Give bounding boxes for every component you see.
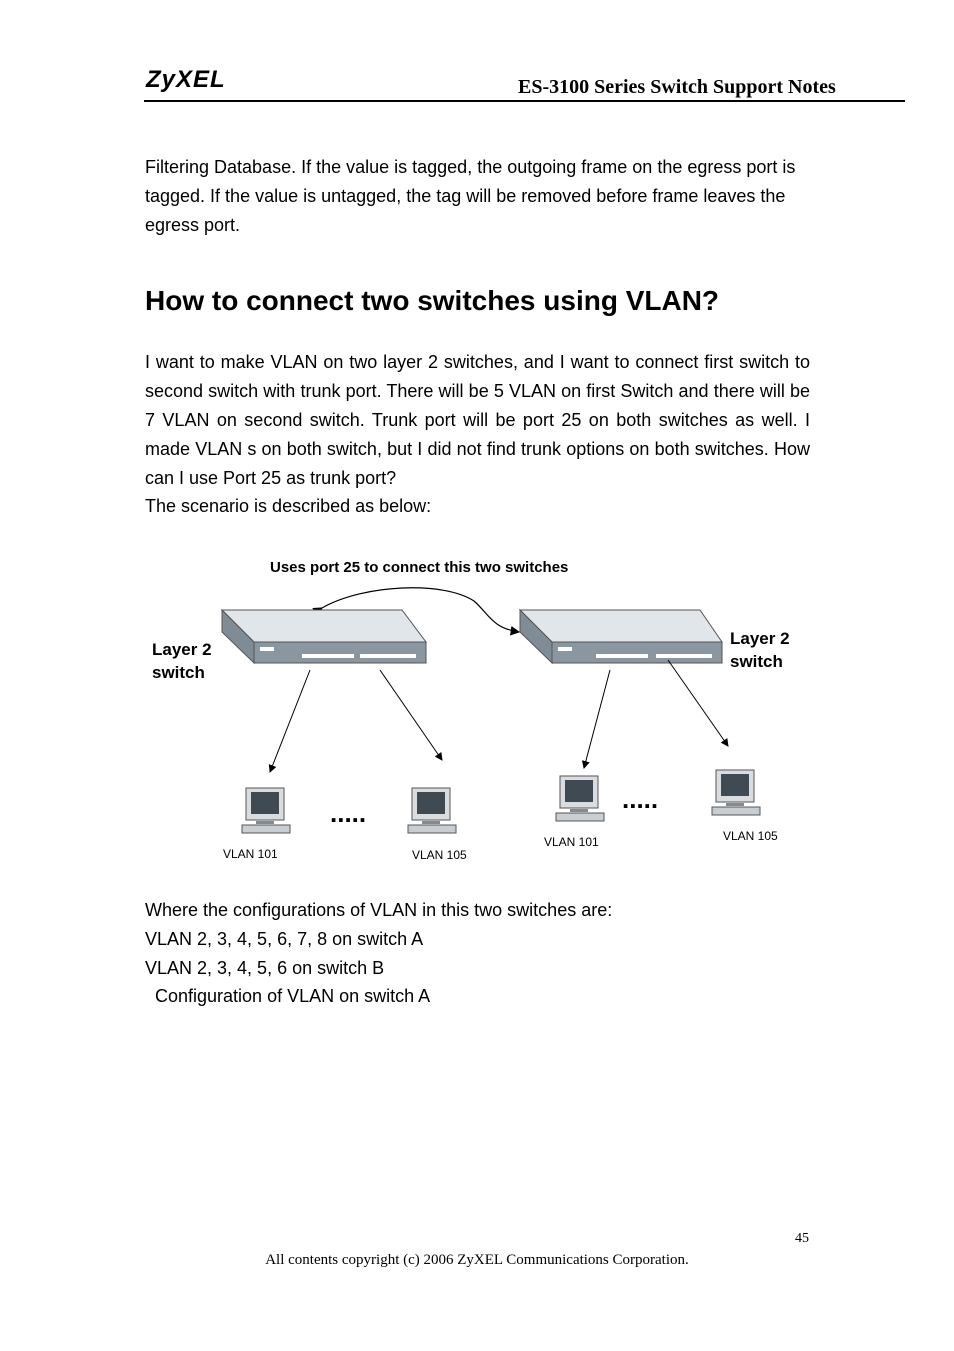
config-line: VLAN 2, 3, 4, 5, 6, 7, 8 on switch A	[145, 929, 424, 949]
left-switch-label-line1: Layer 2	[152, 640, 212, 659]
left-switch	[222, 610, 426, 663]
right-switch	[520, 610, 722, 663]
pc-icon	[408, 788, 456, 833]
left-switch-label-line2: switch	[152, 663, 205, 682]
pc-icon	[556, 776, 604, 821]
right-switch-label-line1: Layer 2	[730, 629, 790, 648]
right-switch-label-line2: switch	[730, 652, 783, 671]
ellipsis-dots: .....	[330, 798, 367, 828]
pc-label: VLAN 101	[544, 835, 599, 849]
link-arrow	[584, 670, 610, 768]
pc-label: VLAN 101	[223, 847, 278, 861]
diagram-caption: Uses port 25 to connect this two switches	[270, 559, 569, 576]
document-title: ES-3100 Series Switch Support Notes	[518, 76, 836, 98]
zyxel-logo: ZyXEL	[146, 66, 226, 93]
pc-label: VLAN 105	[723, 829, 778, 843]
link-arrow	[380, 670, 442, 760]
section-heading: How to connect two switches using VLAN?	[145, 285, 720, 316]
config-line: Configuration of VLAN on switch A	[155, 986, 431, 1006]
config-line: Where the configurations of VLAN in this two switches are:	[145, 900, 613, 920]
link-arrow	[270, 670, 310, 772]
intro-paragraph: Filtering Database. If the value is tagged, the outgoing frame on the egress port is tagged. If the value is untagged, the tag will be removed before frame leaves the egress port.	[145, 157, 796, 235]
header-rule	[144, 100, 905, 102]
vlan-network-diagram	[144, 546, 809, 868]
pc-icon	[242, 788, 290, 833]
link-arrow	[668, 660, 728, 746]
config-line: VLAN 2, 3, 4, 5, 6 on switch B	[145, 958, 385, 978]
pc-label: VLAN 105	[412, 848, 467, 862]
copyright-footer: All contents copyright (c) 2006 ZyXEL Communications Corporation.	[265, 1252, 689, 1268]
scenario-line: The scenario is described as below:	[145, 496, 432, 516]
question-paragraph: I want to make VLAN on two layer 2 switches, and I want to connect first switch to second switch with trunk port. There will be 5 VLAN on first Switch and there will be 7 VLAN on second switch. Trunk port will be port 25 on both switches as well. I made VLAN s on both switch, but I did not find trunk options on both switches. How can I use Port 25 as trunk port?	[145, 352, 810, 488]
ellipsis-dots: .....	[622, 784, 659, 814]
page-number: 45	[795, 1231, 809, 1246]
pc-icon	[712, 770, 760, 815]
